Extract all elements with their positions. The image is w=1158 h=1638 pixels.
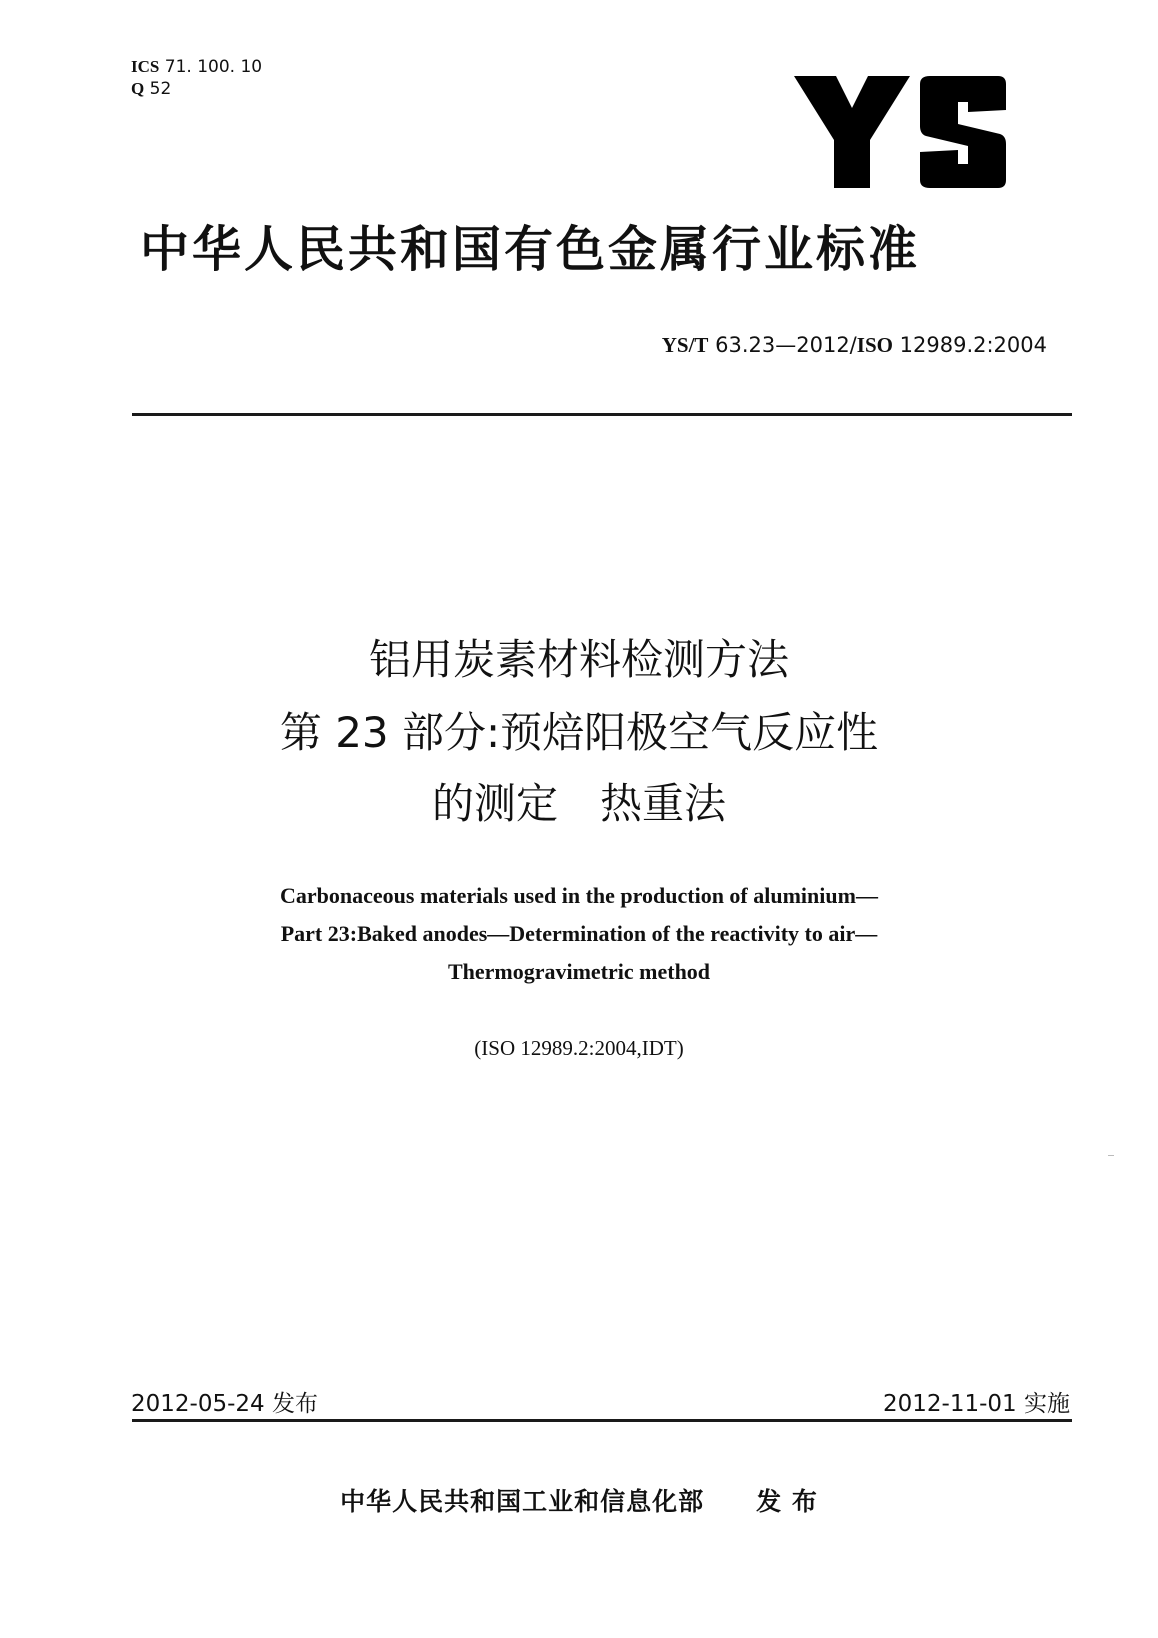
- ys-logo: [792, 68, 1012, 190]
- iso-equivalence: (ISO 12989.2:2004,IDT): [474, 1036, 684, 1060]
- iso-prefix: ISO: [856, 333, 893, 357]
- scan-artifact: [1108, 1155, 1114, 1156]
- issue-date: 2012-05-24 发布: [131, 1391, 318, 1417]
- ics-value: 71. 100. 10: [164, 57, 263, 77]
- ccs-code: [131, 78, 171, 100]
- iso-number: 12989.2:2004: [899, 333, 1047, 357]
- issuer-name: 中华人民共和国工业和信息化部: [340, 1487, 705, 1516]
- ccs-label: Q: [131, 79, 145, 98]
- code-number: 63.23—2012/: [715, 333, 857, 357]
- en-title-line-2: Part 23:Baked anodes—Determination of the reactivity to air—: [280, 921, 878, 946]
- en-title-line-3: Thermogravimetric method: [447, 959, 711, 984]
- cn-title-line-3: 的测定 热重法: [431, 779, 726, 828]
- footer-divider: [132, 1419, 1072, 1422]
- ics-label: ICS: [131, 57, 160, 76]
- header-divider: [132, 413, 1072, 416]
- standard-number: [662, 333, 1047, 358]
- code-prefix: YS/T: [661, 333, 709, 357]
- issuer: [0, 1482, 1158, 1518]
- cn-title-line-1: 铝用炭素材料检测方法: [368, 635, 789, 684]
- en-title-line-1: Carbonaceous materials used in the production of aluminium—: [280, 883, 878, 908]
- issuer-action: 发 布: [756, 1487, 818, 1516]
- cn-title-line-2: 第 23 部分:预焙阳极空气反应性: [279, 708, 879, 757]
- standard-series-title: 中华人民共和国有色金属行业标准: [140, 221, 921, 278]
- ics-code: [131, 56, 262, 78]
- effective-date: 2012-11-01 实施: [883, 1391, 1070, 1417]
- ys-logo-icon: [792, 68, 1012, 190]
- ccs-value: 52: [149, 79, 172, 99]
